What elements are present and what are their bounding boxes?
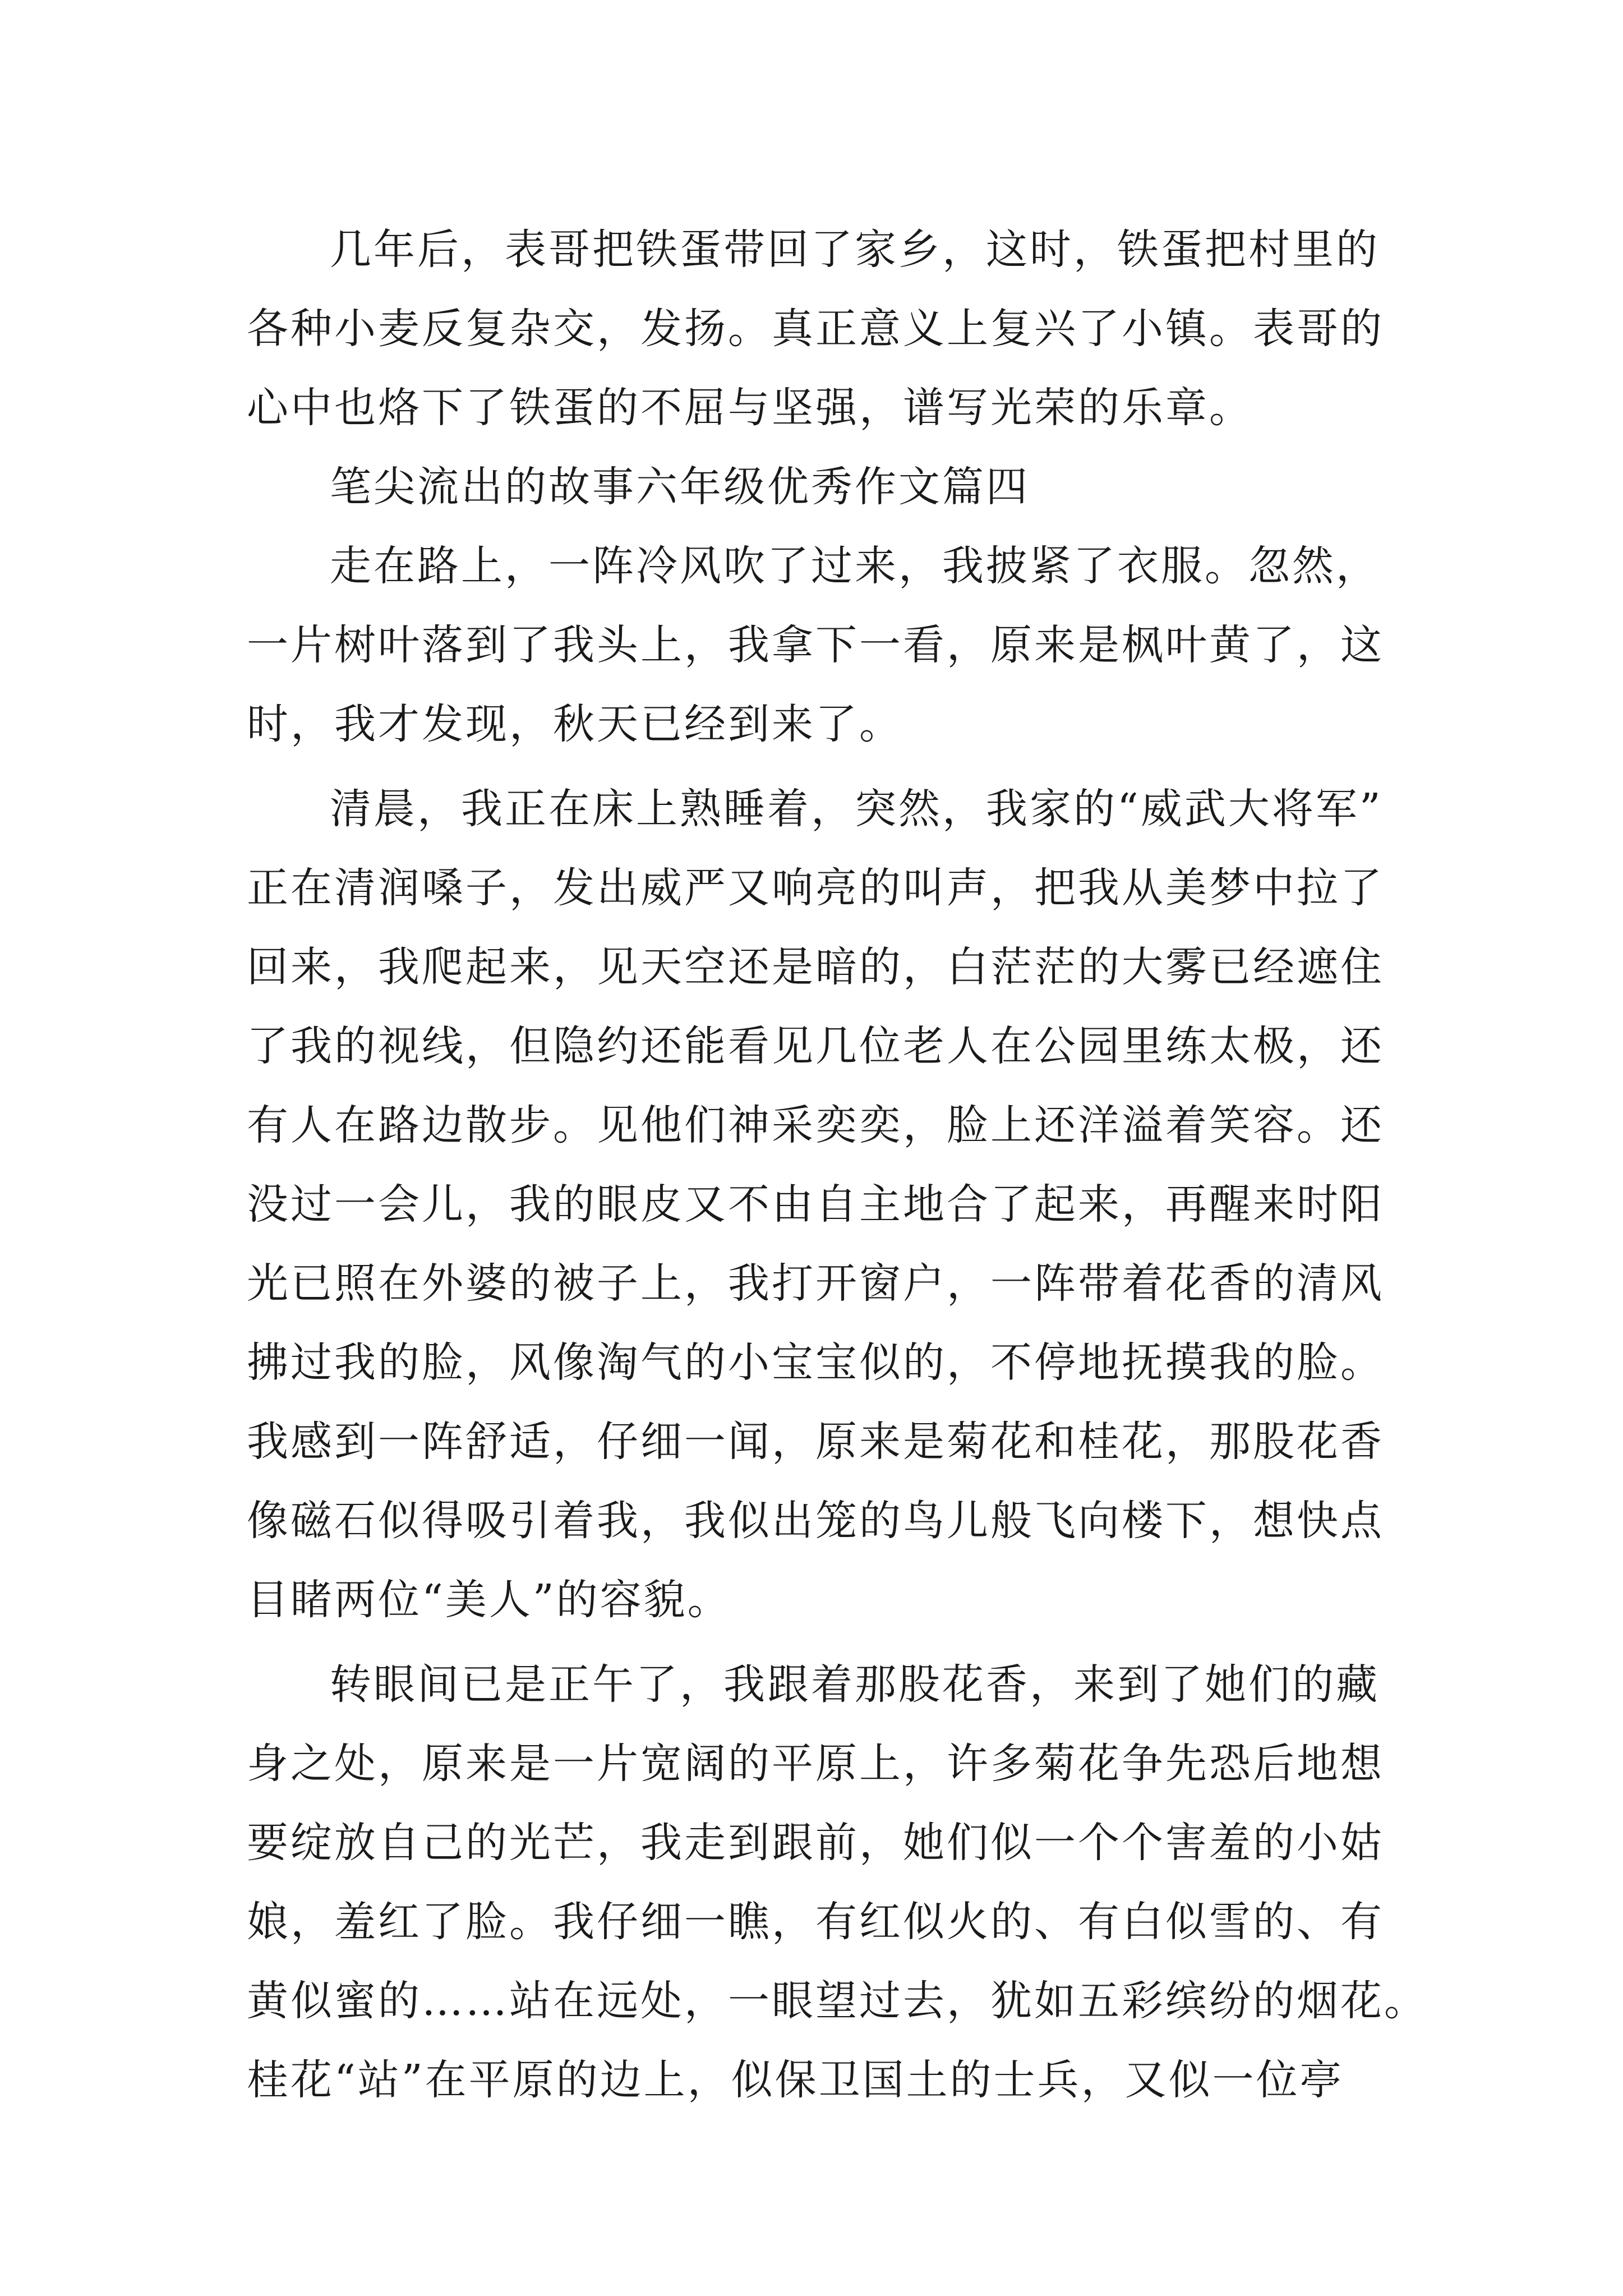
text-line: 各种小麦反复杂交，发扬。真正意义上复兴了小镇。表哥的 — [247, 305, 1384, 353]
heading-text: 笔尖流出的故事六年级优秀作文篇四 — [330, 463, 1030, 511]
paragraph-spacer — [247, 1640, 1385, 1645]
text-line: 走在路上，一阵冷风吹了过来，我披紧了衣服。忽然， — [330, 542, 1380, 590]
paragraph-3 — [247, 770, 1385, 1640]
text-line: 没过一会儿，我的眼皮又不由自主地合了起来，再醒来时阳 — [247, 1180, 1384, 1228]
text-line: 一片树叶落到了我头上，我拿下一看，原来是枫叶黄了，这 — [247, 621, 1384, 669]
paragraph-2 — [247, 527, 1385, 764]
text-line: 要绽放自己的光芒，我走到跟前，她们似一个个害羞的小姑 — [247, 1819, 1384, 1867]
text-line: 了我的视线，但隐约还能看见几位老人在公园里练太极，还 — [247, 1022, 1384, 1070]
text-line: 正在清润嗓子，发出威严又响亮的叫声，把我从美梦中拉了 — [247, 864, 1384, 912]
text-line: 光已照在外婆的被子上，我打开窗户，一阵带着花香的清风 — [247, 1259, 1384, 1308]
paragraph-spacer — [247, 764, 1385, 770]
paragraph-1 — [247, 210, 1385, 448]
document-body — [247, 210, 1428, 2120]
text-line: 黄似蜜的……站在远处，一眼望过去，犹如五彩缤纷的烟花。 — [247, 1977, 1428, 2025]
text-line: 几年后，表哥把铁蛋带回了家乡，这时，铁蛋把村里的 — [330, 226, 1380, 274]
text-line: 转眼间已是正午了，我跟着那股花香，来到了她们的藏 — [330, 1660, 1380, 1709]
text-line: 有人在路边散步。见他们神采奕奕，脸上还洋溢着笑容。还 — [247, 1101, 1384, 1149]
text-line: 时，我才发现，秋天已经到来了。 — [247, 700, 903, 748]
text-line: 清晨，我正在床上熟睡着，突然，我家的“威武大将军” — [330, 785, 1383, 833]
text-line: 回来，我爬起来，见天空还是暗的，白茫茫的大雾已经遮住 — [247, 943, 1384, 991]
text-line: 身之处，原来是一片宽阔的平原上，许多菊花争先恐后地想 — [247, 1740, 1384, 1788]
text-line: 桂花“站”在平原的边上，似保卫国土的士兵，又似一位亭 — [247, 2056, 1344, 2104]
text-line: 拂过我的脸，风像淘气的小宝宝似的，不停地抚摸我的脸。 — [247, 1338, 1384, 1387]
section-heading — [247, 448, 1385, 527]
text-line: 像磁石似得吸引着我，我似出笼的鸟儿般飞向楼下，想快点 — [247, 1497, 1384, 1545]
paragraph-4 — [247, 1645, 1428, 2120]
text-line: 目睹两位“美人”的容貌。 — [247, 1576, 731, 1624]
text-line: 心中也烙下了铁蛋的不屈与坚强，谱写光荣的乐章。 — [247, 384, 1253, 432]
text-line: 我感到一阵舒适，仔细一闻，原来是菊花和桂花，那股花香 — [247, 1418, 1384, 1466]
text-line: 娘，羞红了脸。我仔细一瞧，有红似火的、有白似雪的、有 — [247, 1898, 1384, 1946]
